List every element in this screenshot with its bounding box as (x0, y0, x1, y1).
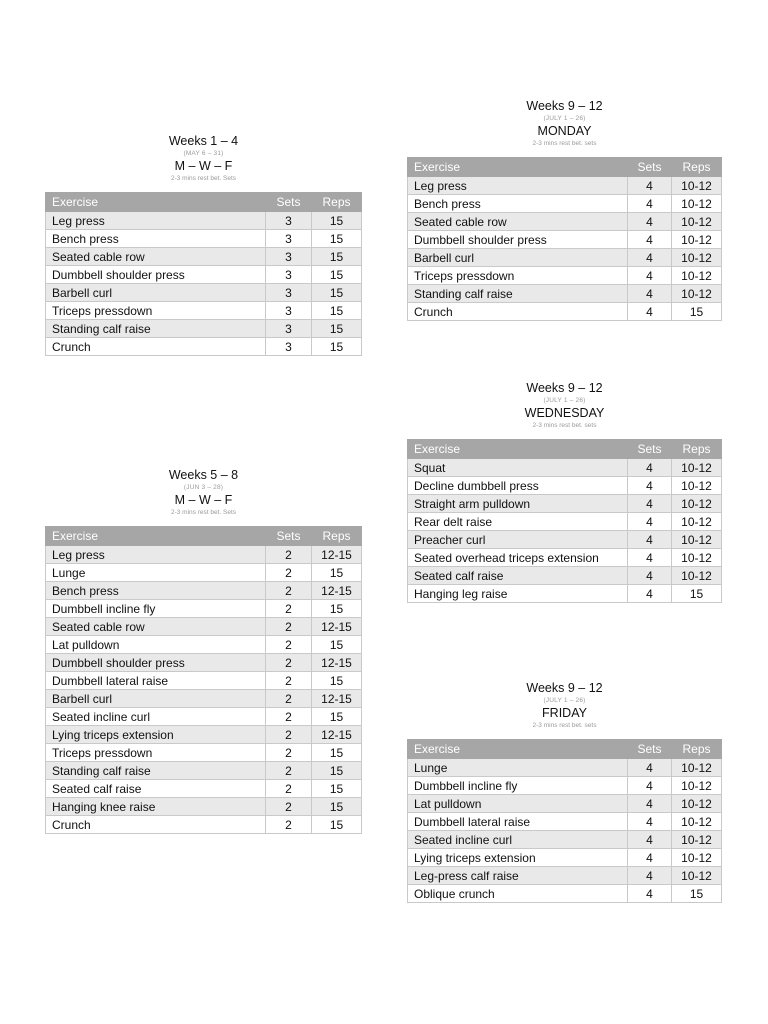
table-row (46, 726, 362, 744)
cell-exercise: Barbell curl (46, 690, 266, 708)
cell-sets: 4 (628, 759, 672, 777)
cell-sets: 4 (628, 495, 672, 513)
cell-exercise: Standing calf raise (46, 320, 266, 338)
cell-exercise: Seated cable row (408, 213, 628, 231)
cell-reps: 15 (672, 885, 722, 903)
cell-sets: 4 (628, 549, 672, 567)
day-label: WEDNESDAY (524, 406, 605, 420)
cell-reps: 15 (312, 672, 362, 690)
program-weeks-1-4 (45, 134, 362, 356)
cell-reps: 10-12 (672, 759, 722, 777)
table-row (46, 798, 362, 816)
cell-sets: 2 (266, 672, 312, 690)
column-header-sets: Sets (628, 440, 672, 459)
cell-sets: 4 (628, 267, 672, 285)
table-row (46, 266, 362, 284)
cell-sets: 2 (266, 582, 312, 600)
weeks-title: Weeks 9 – 12 (526, 99, 603, 113)
cell-exercise: Crunch (408, 303, 628, 321)
cell-reps: 12-15 (312, 726, 362, 744)
table-row (408, 585, 722, 603)
cell-exercise: Dumbbell shoulder press (408, 231, 628, 249)
cell-exercise: Dumbbell lateral raise (408, 813, 628, 831)
column-header-reps: Reps (312, 193, 362, 212)
cell-exercise: Leg-press calf raise (408, 867, 628, 885)
cell-reps: 10-12 (672, 531, 722, 549)
cell-sets: 3 (266, 320, 312, 338)
cell-reps: 10-12 (672, 477, 722, 495)
table-row (408, 813, 722, 831)
cell-reps: 10-12 (672, 549, 722, 567)
cell-reps: 15 (312, 744, 362, 762)
cell-exercise: Lat pulldown (408, 795, 628, 813)
cell-sets: 2 (266, 816, 312, 834)
table-row (408, 195, 722, 213)
table-row (408, 249, 722, 267)
cell-sets: 3 (266, 212, 312, 230)
table-row (46, 600, 362, 618)
column-header-exercise: Exercise (46, 193, 266, 212)
cell-sets: 3 (266, 338, 312, 356)
cell-reps: 10-12 (672, 867, 722, 885)
table-row (46, 320, 362, 338)
cell-reps: 12-15 (312, 618, 362, 636)
rest-note: 2-3 mins rest bet. sets (532, 422, 597, 429)
table-row (408, 549, 722, 567)
cell-sets: 4 (628, 303, 672, 321)
cell-sets: 4 (628, 477, 672, 495)
table-row (408, 759, 722, 777)
cell-reps: 12-15 (312, 582, 362, 600)
cell-reps: 10-12 (672, 285, 722, 303)
table-row (46, 762, 362, 780)
table-row (46, 230, 362, 248)
date-range: (JULY 1 – 26) (543, 115, 586, 122)
column-header-exercise: Exercise (46, 527, 266, 546)
cell-sets: 4 (628, 231, 672, 249)
cell-sets: 4 (628, 213, 672, 231)
cell-reps: 15 (312, 320, 362, 338)
cell-sets: 4 (628, 813, 672, 831)
cell-sets: 4 (628, 285, 672, 303)
column-header-reps: Reps (672, 440, 722, 459)
cell-exercise: Leg press (408, 177, 628, 195)
cell-sets: 4 (628, 777, 672, 795)
cell-exercise: Hanging leg raise (408, 585, 628, 603)
table-row (408, 849, 722, 867)
cell-exercise: Dumbbell lateral raise (46, 672, 266, 690)
cell-exercise: Seated incline curl (46, 708, 266, 726)
table-row (46, 284, 362, 302)
table-row (46, 672, 362, 690)
table-row (408, 567, 722, 585)
cell-sets: 3 (266, 284, 312, 302)
cell-exercise: Bench press (46, 230, 266, 248)
cell-exercise: Lunge (46, 564, 266, 582)
column-header-exercise: Exercise (408, 158, 628, 177)
table-row (408, 477, 722, 495)
cell-exercise: Lying triceps extension (408, 849, 628, 867)
cell-sets: 2 (266, 744, 312, 762)
cell-sets: 4 (628, 585, 672, 603)
cell-reps: 15 (312, 564, 362, 582)
cell-sets: 4 (628, 249, 672, 267)
column-header-reps: Reps (312, 527, 362, 546)
cell-reps: 15 (312, 708, 362, 726)
cell-reps: 15 (312, 302, 362, 320)
cell-sets: 2 (266, 798, 312, 816)
cell-reps: 10-12 (672, 849, 722, 867)
cell-exercise: Oblique crunch (408, 885, 628, 903)
cell-exercise: Seated cable row (46, 248, 266, 266)
cell-exercise: Seated incline curl (408, 831, 628, 849)
table-row (408, 495, 722, 513)
table-row (46, 564, 362, 582)
cell-exercise: Preacher curl (408, 531, 628, 549)
date-range: (JUN 3 – 28) (183, 484, 224, 491)
cell-reps: 10-12 (672, 195, 722, 213)
cell-sets: 2 (266, 636, 312, 654)
cell-exercise: Triceps pressdown (408, 267, 628, 285)
cell-sets: 2 (266, 708, 312, 726)
cell-sets: 4 (628, 459, 672, 477)
cell-reps: 10-12 (672, 795, 722, 813)
cell-exercise: Lat pulldown (46, 636, 266, 654)
cell-exercise: Squat (408, 459, 628, 477)
cell-reps: 10-12 (672, 177, 722, 195)
cell-reps: 15 (312, 780, 362, 798)
cell-reps: 12-15 (312, 690, 362, 708)
date-range: (JULY 1 – 26) (543, 697, 586, 704)
table-row (46, 690, 362, 708)
cell-reps: 12-15 (312, 654, 362, 672)
cell-exercise: Standing calf raise (46, 762, 266, 780)
table-row (46, 654, 362, 672)
workout-table (45, 192, 362, 356)
cell-reps: 10-12 (672, 777, 722, 795)
cell-exercise: Leg press (46, 546, 266, 564)
rest-note: 2-3 mins rest bet. sets (532, 722, 597, 729)
cell-reps: 15 (312, 266, 362, 284)
cell-reps: 15 (312, 248, 362, 266)
table-row (408, 531, 722, 549)
cell-exercise: Dumbbell incline fly (408, 777, 628, 795)
cell-reps: 10-12 (672, 231, 722, 249)
table-row (46, 708, 362, 726)
cell-sets: 4 (628, 849, 672, 867)
cell-sets: 2 (266, 726, 312, 744)
weeks-title: Weeks 5 – 8 (168, 468, 239, 482)
table-row (46, 636, 362, 654)
cell-exercise: Rear delt raise (408, 513, 628, 531)
table-row (408, 267, 722, 285)
cell-reps: 15 (312, 600, 362, 618)
cell-exercise: Seated calf raise (408, 567, 628, 585)
table-row (46, 816, 362, 834)
cell-exercise: Leg press (46, 212, 266, 230)
cell-reps: 12-15 (312, 546, 362, 564)
workout-table (45, 526, 362, 834)
table-row (408, 213, 722, 231)
date-range: (JULY 1 – 26) (543, 397, 586, 404)
cell-exercise: Straight arm pulldown (408, 495, 628, 513)
cell-exercise: Decline dumbbell press (408, 477, 628, 495)
program-weeks-9-12-monday (407, 99, 722, 321)
cell-reps: 10-12 (672, 495, 722, 513)
rest-note: 2-3 mins rest bet. sets (532, 140, 597, 147)
cell-reps: 10-12 (672, 513, 722, 531)
cell-sets: 2 (266, 600, 312, 618)
column-header-reps: Reps (672, 158, 722, 177)
table-header-row (46, 193, 362, 212)
table-row (408, 459, 722, 477)
table-row (408, 831, 722, 849)
workout-table (407, 739, 722, 903)
table-row (46, 618, 362, 636)
cell-sets: 3 (266, 266, 312, 284)
cell-exercise: Dumbbell shoulder press (46, 266, 266, 284)
cell-reps: 15 (672, 303, 722, 321)
cell-reps: 10-12 (672, 459, 722, 477)
cell-exercise: Standing calf raise (408, 285, 628, 303)
cell-exercise: Barbell curl (408, 249, 628, 267)
table-row (408, 795, 722, 813)
cell-sets: 4 (628, 195, 672, 213)
cell-reps: 10-12 (672, 813, 722, 831)
weeks-title: Weeks 9 – 12 (526, 381, 603, 395)
cell-sets: 2 (266, 780, 312, 798)
cell-reps: 10-12 (672, 249, 722, 267)
cell-exercise: Bench press (408, 195, 628, 213)
table-row (46, 780, 362, 798)
rest-note: 2-3 mins rest bet. Sets (170, 509, 237, 516)
program-header (407, 381, 722, 431)
cell-exercise: Crunch (46, 338, 266, 356)
table-row (46, 302, 362, 320)
cell-reps: 15 (312, 762, 362, 780)
program-header (407, 681, 722, 731)
cell-exercise: Dumbbell incline fly (46, 600, 266, 618)
table-row (46, 338, 362, 356)
cell-sets: 2 (266, 762, 312, 780)
cell-reps: 15 (312, 230, 362, 248)
cell-sets: 2 (266, 546, 312, 564)
weeks-title: Weeks 1 – 4 (168, 134, 239, 148)
program-header (45, 134, 362, 184)
table-row (408, 303, 722, 321)
day-label: MONDAY (537, 124, 592, 138)
table-header-row (46, 527, 362, 546)
cell-sets: 4 (628, 831, 672, 849)
cell-reps: 10-12 (672, 831, 722, 849)
column-header-reps: Reps (672, 740, 722, 759)
day-label: M – W – F (174, 493, 233, 507)
cell-exercise: Triceps pressdown (46, 302, 266, 320)
column-header-sets: Sets (266, 193, 312, 212)
cell-sets: 2 (266, 690, 312, 708)
table-row (46, 546, 362, 564)
cell-exercise: Bench press (46, 582, 266, 600)
table-row (408, 285, 722, 303)
table-row (46, 744, 362, 762)
cell-exercise: Lunge (408, 759, 628, 777)
program-header (407, 99, 722, 149)
cell-exercise: Seated cable row (46, 618, 266, 636)
table-row (408, 885, 722, 903)
cell-reps: 10-12 (672, 567, 722, 585)
cell-reps: 15 (312, 212, 362, 230)
table-header-row (408, 740, 722, 759)
column-header-exercise: Exercise (408, 740, 628, 759)
cell-reps: 15 (312, 816, 362, 834)
cell-sets: 3 (266, 248, 312, 266)
date-range: (MAY 6 – 31) (183, 150, 224, 157)
cell-exercise: Barbell curl (46, 284, 266, 302)
program-weeks-9-12-friday (407, 681, 722, 903)
cell-sets: 2 (266, 564, 312, 582)
cell-sets: 4 (628, 885, 672, 903)
cell-sets: 4 (628, 513, 672, 531)
workout-table (407, 157, 722, 321)
rest-note: 2-3 mins rest bet. Sets (170, 175, 237, 182)
table-row (408, 777, 722, 795)
cell-sets: 2 (266, 654, 312, 672)
cell-sets: 4 (628, 867, 672, 885)
table-header-row (408, 440, 722, 459)
cell-exercise: Crunch (46, 816, 266, 834)
table-row (46, 582, 362, 600)
table-row (408, 513, 722, 531)
day-label: M – W – F (174, 159, 233, 173)
cell-exercise: Seated overhead triceps extension (408, 549, 628, 567)
table-row (408, 231, 722, 249)
cell-exercise: Hanging knee raise (46, 798, 266, 816)
cell-reps: 15 (312, 636, 362, 654)
program-header (45, 468, 362, 518)
cell-reps: 10-12 (672, 267, 722, 285)
program-weeks-9-12-wednesday (407, 381, 722, 603)
weeks-title: Weeks 9 – 12 (526, 681, 603, 695)
column-header-sets: Sets (628, 740, 672, 759)
column-header-sets: Sets (266, 527, 312, 546)
cell-exercise: Seated calf raise (46, 780, 266, 798)
program-weeks-5-8 (45, 468, 362, 834)
cell-reps: 15 (312, 284, 362, 302)
cell-sets: 4 (628, 177, 672, 195)
cell-exercise: Triceps pressdown (46, 744, 266, 762)
table-row (408, 177, 722, 195)
cell-reps: 15 (312, 798, 362, 816)
cell-sets: 3 (266, 302, 312, 320)
cell-sets: 4 (628, 531, 672, 549)
table-row (46, 248, 362, 266)
table-row (46, 212, 362, 230)
workout-table (407, 439, 722, 603)
cell-reps: 10-12 (672, 213, 722, 231)
day-label: FRIDAY (542, 706, 587, 720)
column-header-exercise: Exercise (408, 440, 628, 459)
cell-sets: 3 (266, 230, 312, 248)
table-header-row (408, 158, 722, 177)
column-header-sets: Sets (628, 158, 672, 177)
cell-sets: 4 (628, 795, 672, 813)
cell-exercise: Dumbbell shoulder press (46, 654, 266, 672)
cell-reps: 15 (312, 338, 362, 356)
cell-sets: 2 (266, 618, 312, 636)
cell-reps: 15 (672, 585, 722, 603)
cell-sets: 4 (628, 567, 672, 585)
table-row (408, 867, 722, 885)
cell-exercise: Lying triceps extension (46, 726, 266, 744)
